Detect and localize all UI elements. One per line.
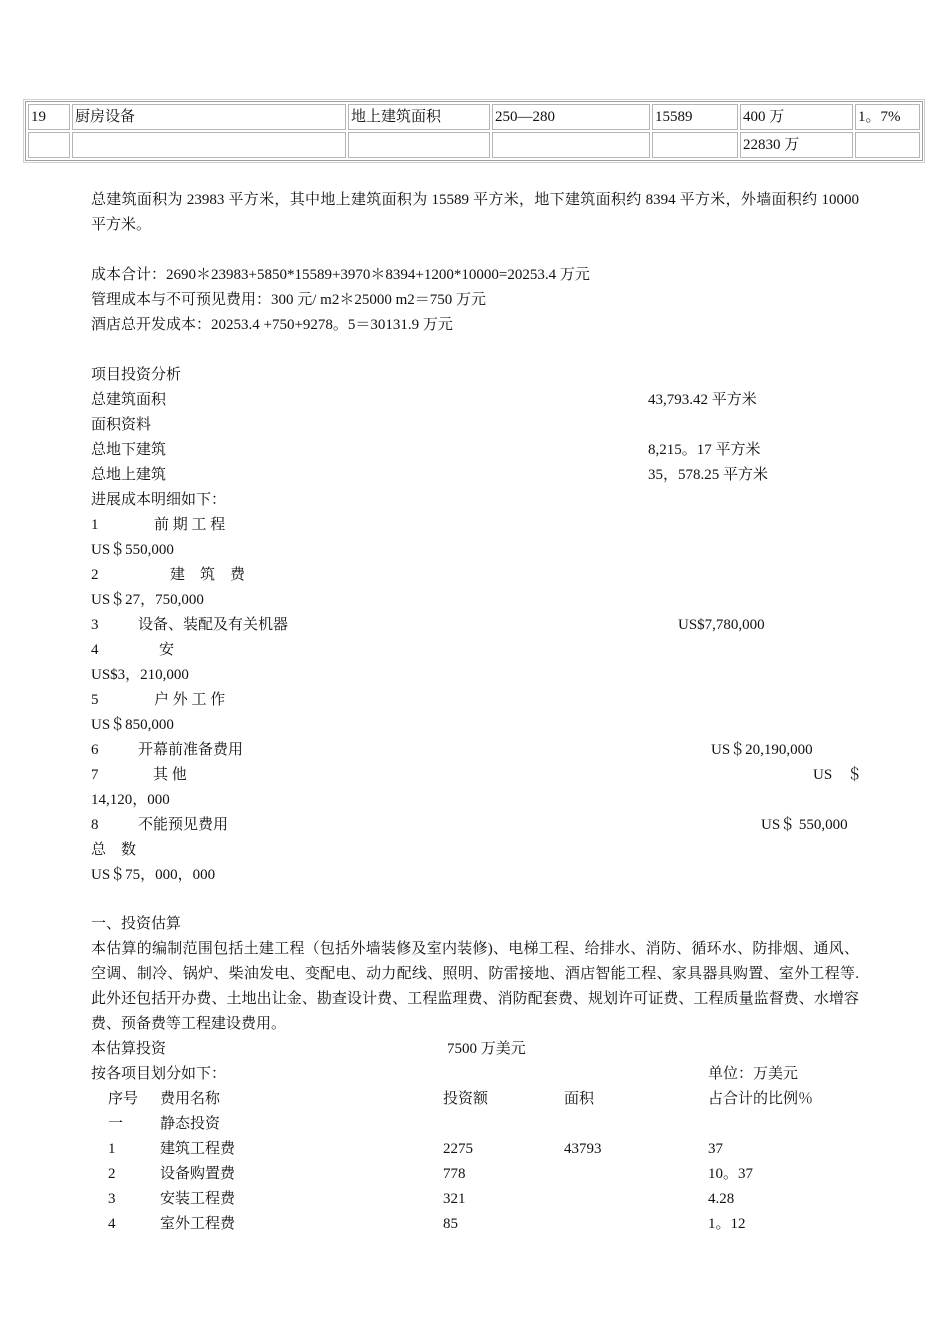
table-cell: 地上建筑面积 bbox=[348, 104, 490, 130]
row-seq: 1 bbox=[108, 1141, 116, 1157]
row-name: 静态投资 bbox=[160, 1116, 221, 1132]
item-name: 开幕前准备费用 bbox=[138, 742, 244, 758]
table-row bbox=[28, 132, 920, 158]
total-value: US＄75，000，000 bbox=[91, 867, 216, 883]
cost-table bbox=[25, 101, 923, 161]
hotel-cost-line: 酒店总开发成本：20253.4 +750+9278。5＝30131.9 万元 bbox=[91, 317, 453, 333]
invest-value: 7500 万美元 bbox=[447, 1041, 526, 1057]
estimate-description: 本估算的编制范围包括土建工程（包括外墙装修及室内装修)、电梯工程、给排水、消防、循环水、防排烟、通风、空调、制冷、锅炉、柴油发电、变配电、动力配线、照明、防雷接地、酒店智能工程、家具器具购置、室外工程等.此外还包括开办费、土地出让金、勘查设计费、工程监理费、消防配套费、规划许可证费、工程质量监督费、水增容费、预备费等工程建设费用。 bbox=[91, 941, 859, 1032]
item-value: US＄850,000 bbox=[91, 717, 174, 733]
item-name: 设备、装配及有关机器 bbox=[138, 617, 289, 633]
breakdown-intro: 按各项目划分如下： bbox=[91, 1066, 227, 1082]
table-cell: 19 bbox=[28, 104, 70, 130]
item-name: 不能预见费用 bbox=[138, 817, 229, 833]
header-name: 费用名称 bbox=[160, 1091, 221, 1107]
total-area-label: 总建筑面积 bbox=[91, 392, 167, 408]
invest-label: 本估算投资 bbox=[91, 1041, 167, 1057]
item-name: 建 筑 费 bbox=[170, 567, 246, 583]
table-cell bbox=[855, 132, 920, 158]
item-number: 4 bbox=[91, 642, 99, 658]
item-value: US＄550,000 bbox=[91, 542, 174, 558]
unit-label: 单位：万美元 bbox=[708, 1066, 799, 1082]
table-cell bbox=[348, 132, 490, 158]
aboveground-value: 35，578.25 平方米 bbox=[648, 467, 769, 483]
table-cell: 400 万 bbox=[740, 104, 853, 130]
analysis-title: 项目投资分析 bbox=[91, 367, 182, 383]
row-amount: 321 bbox=[443, 1191, 466, 1207]
row-amount: 85 bbox=[443, 1216, 458, 1232]
item-number: 7 bbox=[91, 767, 99, 783]
area-summary-paragraph: 总建筑面积为 23983 平方米，其中地上建筑面积为 15589 平方米，地下建筑面积约 8394 平方米，外墙面积约 10000 平方米。 bbox=[91, 192, 859, 233]
item-value: US$7,780,000 bbox=[678, 617, 765, 633]
table-row bbox=[28, 104, 920, 130]
item-name: 安 bbox=[159, 642, 175, 658]
item-value: US ＄ bbox=[813, 767, 863, 783]
item-value: US＄27，750,000 bbox=[91, 592, 204, 608]
row-ratio: 1。12 bbox=[708, 1216, 746, 1232]
aboveground-label: 总地上建筑 bbox=[91, 467, 167, 483]
table-cell: 15589 bbox=[652, 104, 738, 130]
table-cell: 250—280 bbox=[492, 104, 650, 130]
table-cell bbox=[28, 132, 70, 158]
table-cell: 厨房设备 bbox=[72, 104, 346, 130]
item-number: 3 bbox=[91, 617, 99, 633]
total-cost-line: 成本合计：2690＊23983+5850*15589+3970＊8394+1200*10000=20253.4 万元 bbox=[91, 267, 590, 283]
item-name: 户 外 工 作 bbox=[154, 692, 226, 708]
total-label: 总 数 bbox=[91, 842, 137, 858]
row-seq: 4 bbox=[108, 1216, 116, 1232]
table-cell: 1。7% bbox=[855, 104, 920, 130]
table-cell bbox=[492, 132, 650, 158]
item-number: 8 bbox=[91, 817, 99, 833]
item-value: US＄20,190,000 bbox=[711, 742, 813, 758]
row-seq: 3 bbox=[108, 1191, 116, 1207]
row-name: 设备购置费 bbox=[160, 1166, 236, 1182]
item-value: 14,120，000 bbox=[91, 792, 170, 808]
row-area: 43793 bbox=[564, 1141, 602, 1157]
underground-value: 8,215。17 平方米 bbox=[648, 442, 761, 458]
underground-label: 总地下建筑 bbox=[91, 442, 167, 458]
table-cell bbox=[72, 132, 346, 158]
row-amount: 778 bbox=[443, 1166, 466, 1182]
table-cell: 22830 万 bbox=[740, 132, 853, 158]
row-name: 室外工程费 bbox=[160, 1216, 236, 1232]
row-name: 建筑工程费 bbox=[160, 1141, 236, 1157]
detail-intro: 进展成本明细如下： bbox=[91, 492, 227, 508]
item-name: 其 他 bbox=[153, 767, 187, 783]
item-value: US＄ 550,000 bbox=[761, 817, 848, 833]
row-ratio: 4.28 bbox=[708, 1191, 735, 1207]
item-value: US$3，210,000 bbox=[91, 667, 189, 683]
header-area: 面积 bbox=[564, 1091, 595, 1107]
area-info-label: 面积资料 bbox=[91, 417, 152, 433]
row-name: 安装工程费 bbox=[160, 1191, 236, 1207]
total-area-value: 43,793.42 平方米 bbox=[648, 392, 757, 408]
item-name: 前 期 工 程 bbox=[154, 517, 226, 533]
row-seq: 2 bbox=[108, 1166, 116, 1182]
header-seq: 序号 bbox=[108, 1091, 139, 1107]
row-seq: 一 bbox=[108, 1116, 124, 1132]
row-ratio: 10。37 bbox=[708, 1166, 754, 1182]
item-number: 6 bbox=[91, 742, 99, 758]
item-number: 5 bbox=[91, 692, 99, 708]
table-cell bbox=[652, 132, 738, 158]
item-number: 1 bbox=[91, 517, 99, 533]
row-ratio: 37 bbox=[708, 1141, 723, 1157]
item-number: 2 bbox=[91, 567, 99, 583]
header-ratio: 占合计的比例％ bbox=[708, 1091, 814, 1107]
section-heading: 一、投资估算 bbox=[91, 916, 182, 932]
header-amount: 投资额 bbox=[443, 1091, 489, 1107]
row-amount: 2275 bbox=[443, 1141, 473, 1157]
management-cost-line: 管理成本与不可预见费用：300 元/ m2＊25000 m2＝750 万元 bbox=[91, 292, 487, 308]
